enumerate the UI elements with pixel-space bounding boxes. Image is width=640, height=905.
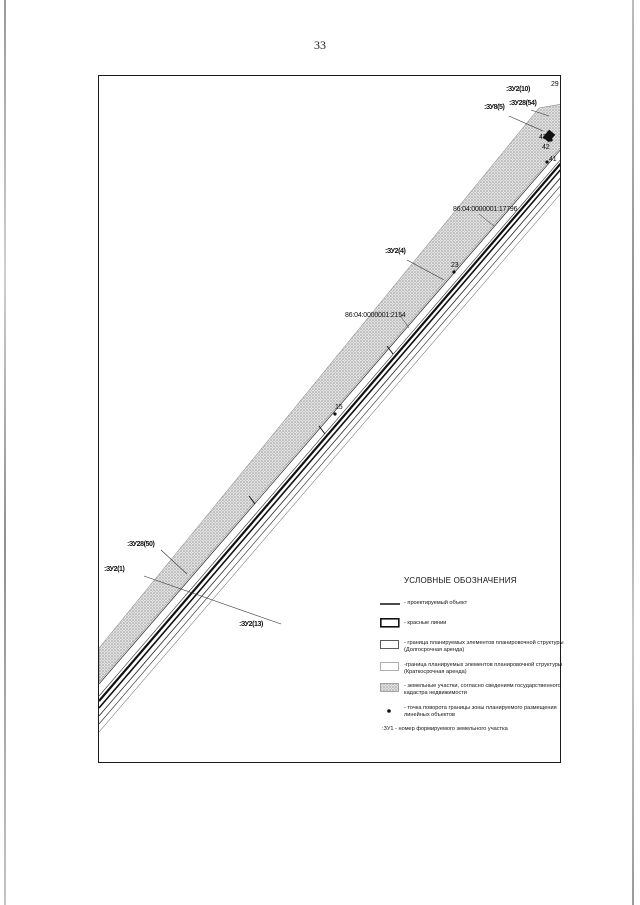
page-scan-edge-left <box>4 0 6 905</box>
point-label-29: 29 <box>551 81 559 88</box>
legend-text-red-lines: - красные линии <box>404 620 447 626</box>
point-label-42: 42 <box>542 144 550 151</box>
point-label-15: 15 <box>335 404 343 411</box>
page-scan-edge-right <box>632 0 634 905</box>
projected-object-symbol <box>380 602 400 606</box>
long-term-boundary-symbol <box>380 640 400 650</box>
turning-point-15 <box>333 412 336 415</box>
legend-title: УСЛОВНЫЕ ОБОЗНАЧЕНИЯ <box>404 576 517 585</box>
parcel-label-zu28-54: :ЗУ28(54) <box>509 100 537 107</box>
cadastral-label-1: 86:04:0000001:17796 <box>453 206 518 213</box>
red-line-1 <box>99 176 561 716</box>
map-tick-2 <box>319 426 325 434</box>
legend-text-cadastral-land: - земельные участки, согласно сведениям государственного кадастра недвижимости <box>404 683 561 696</box>
legend-text-long-term-boundary: - граница планируемых элементов планировочной структуры (Долгосрочная аренда) <box>404 640 564 653</box>
turning-point-symbol <box>380 708 400 714</box>
cadastral-land-strip <box>99 104 561 682</box>
map-drawing <box>99 76 561 763</box>
parcel-label-zu2-13: :ЗУ2(13) <box>239 621 263 628</box>
legend-text-parcel-number: :ЗУ1 - номер формируемого земельного участка <box>382 726 508 732</box>
short-term-boundary-symbol <box>380 662 400 672</box>
cadastral-label-2: 86:04:0000001:2154 <box>345 312 406 319</box>
parcel-label-zu8-5: :ЗУ8(5) <box>484 104 505 111</box>
parcel-label-zu2-1: :ЗУ2(1) <box>104 566 125 573</box>
point-label-41: 41 <box>549 156 557 163</box>
map-frame <box>98 75 561 763</box>
turning-point-23 <box>452 270 455 273</box>
parcel-label-zu2-10: :ЗУ2(10) <box>506 86 530 93</box>
legend-text-short-term-boundary: -граница планируемых элементов планировочной структуры (Краткосрочная аренда) <box>404 662 562 675</box>
point-label-23: 23 <box>451 262 459 269</box>
scan-footer-noise <box>150 890 620 898</box>
legend-text-turning-point: - точка поворота границы зоны планируемого размещения линейных объектов <box>404 705 557 718</box>
projected-object-line-2 <box>99 168 561 708</box>
page-number: 33 <box>314 38 326 52</box>
red-lines-symbol <box>380 618 400 628</box>
cadastral-land-symbol <box>380 683 400 693</box>
parcel-label-zu2-4: :ЗУ2(4) <box>385 248 406 255</box>
boundary-line-short-term <box>99 158 561 696</box>
point-label-43: 43 <box>539 134 547 141</box>
parcel-label-zu28-50: :ЗУ28(50) <box>127 541 155 548</box>
legend-text-projected-object: - проектируемый объект <box>404 600 468 606</box>
